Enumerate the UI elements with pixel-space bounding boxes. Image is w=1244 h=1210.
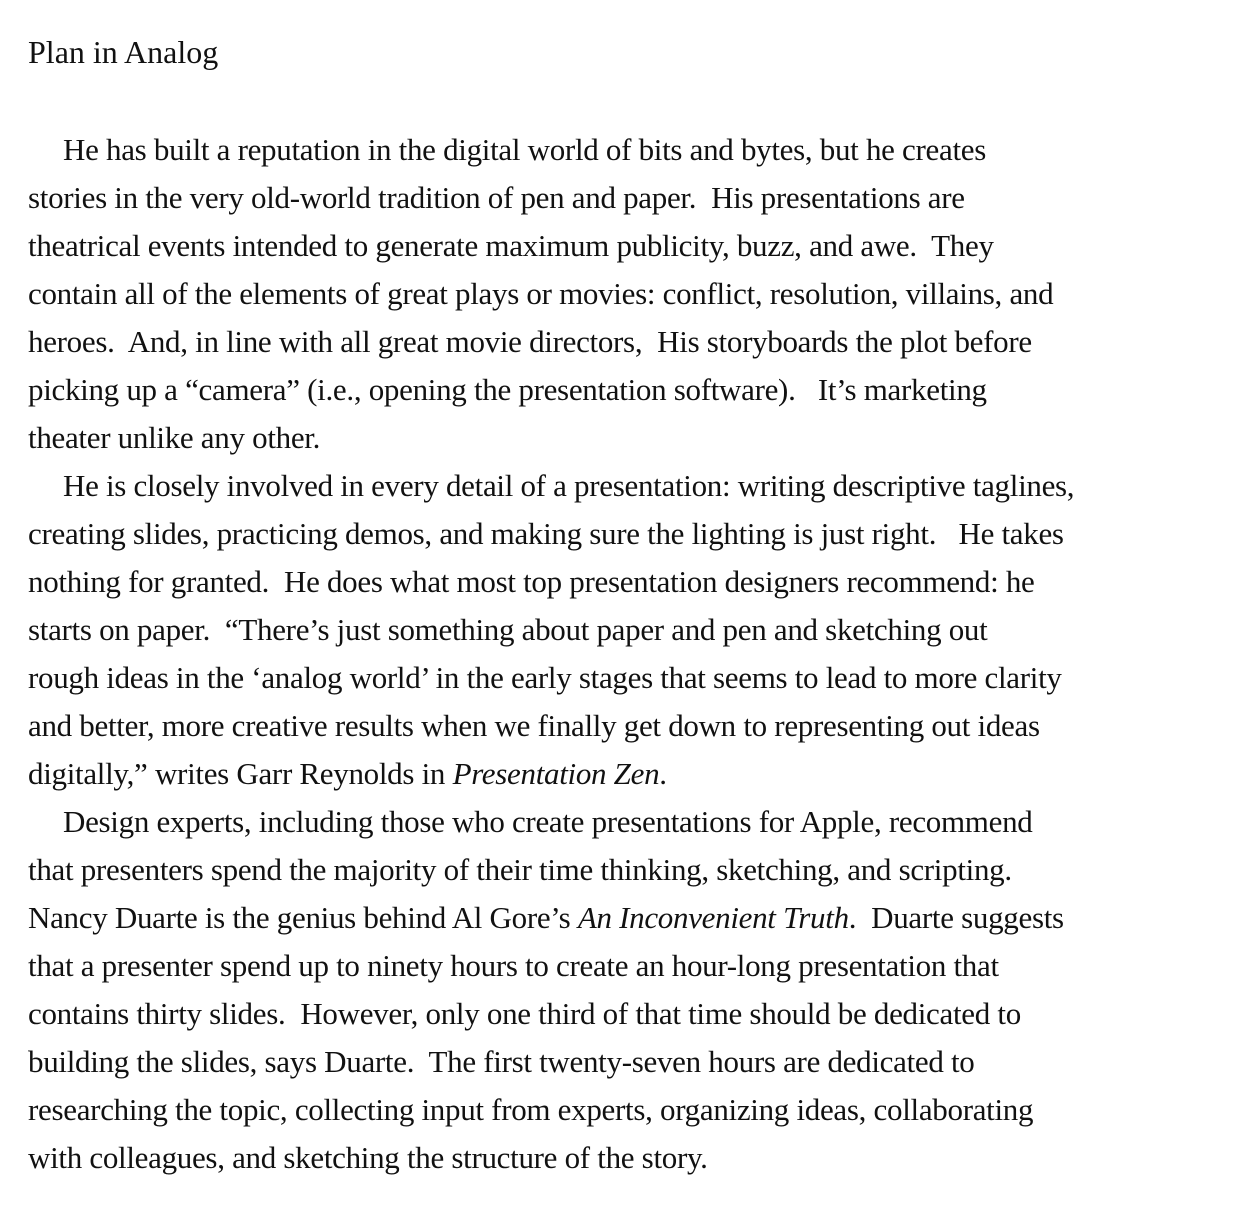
- text-line: nothing for granted. He does what most top presentation designers recommend: he: [28, 564, 1035, 599]
- text-line: rough ideas in the ‘analog world’ in the early stages that seems to lead to more clarity: [28, 660, 1062, 695]
- text-line: [28, 750, 667, 798]
- text-line: contains thirty slides. However, only one third of that time should be dedicated to: [28, 996, 1021, 1031]
- text-line: heroes. And, in line with all great movie directors, His storyboards the plot before: [28, 324, 1032, 359]
- text-line: picking up a “camera” (i.e., opening the presentation software). It’s marketing: [28, 372, 987, 407]
- text-line: theater unlike any other.: [28, 420, 321, 455]
- text-run: digitally,” writes Garr Reynolds in: [28, 756, 453, 791]
- text-line: theatrical events intended to generate maximum publicity, buzz, and awe. They: [28, 228, 994, 263]
- text-run: .: [659, 756, 667, 791]
- text-line: with colleagues, and sketching the structure of the story.: [28, 1140, 708, 1175]
- document-page: [28, 30, 1224, 1182]
- text-line: that a presenter spend up to ninety hours to create an hour-long presentation that: [28, 948, 999, 983]
- text-line: contain all of the elements of great plays or movies: conflict, resolution, villains, and: [28, 276, 1054, 311]
- text-line: creating slides, practicing demos, and making sure the lighting is just right. He takes: [28, 516, 1064, 551]
- text-line: He is closely involved in every detail of a presentation: writing descriptive taglines,: [63, 468, 1075, 503]
- text-line: starts on paper. “There’s just something about paper and pen and sketching out: [28, 612, 988, 647]
- text-line: stories in the very old-world tradition of pen and paper. His presentations are: [28, 180, 965, 215]
- text-line: [28, 894, 1064, 942]
- paragraph-1: [28, 126, 1224, 462]
- book-title: Presentation Zen: [452, 756, 660, 791]
- paragraph-3: [28, 798, 1224, 1182]
- text-line: and better, more creative results when we finally get down to representing out ideas: [28, 708, 1040, 743]
- text-line: researching the topic, collecting input from experts, organizing ideas, collaborating: [28, 1092, 1034, 1127]
- text-line: that presenters spend the majority of their time thinking, sketching, and scripting.: [28, 852, 1012, 887]
- text-run: Nancy Duarte is the genius behind Al Gore’s: [28, 900, 578, 935]
- film-title: An Inconvenient Truth: [577, 900, 849, 935]
- paragraph-2: [28, 462, 1224, 798]
- text-line: Design experts, including those who create presentations for Apple, recommend: [63, 804, 1033, 839]
- text-line: building the slides, says Duarte. The first twenty-seven hours are dedicated to: [28, 1044, 975, 1079]
- text-line: He has built a reputation in the digital world of bits and bytes, but he creates: [63, 132, 986, 167]
- section-heading: Plan in Analog: [28, 34, 219, 70]
- text-run: . Duarte suggests: [848, 900, 1064, 935]
